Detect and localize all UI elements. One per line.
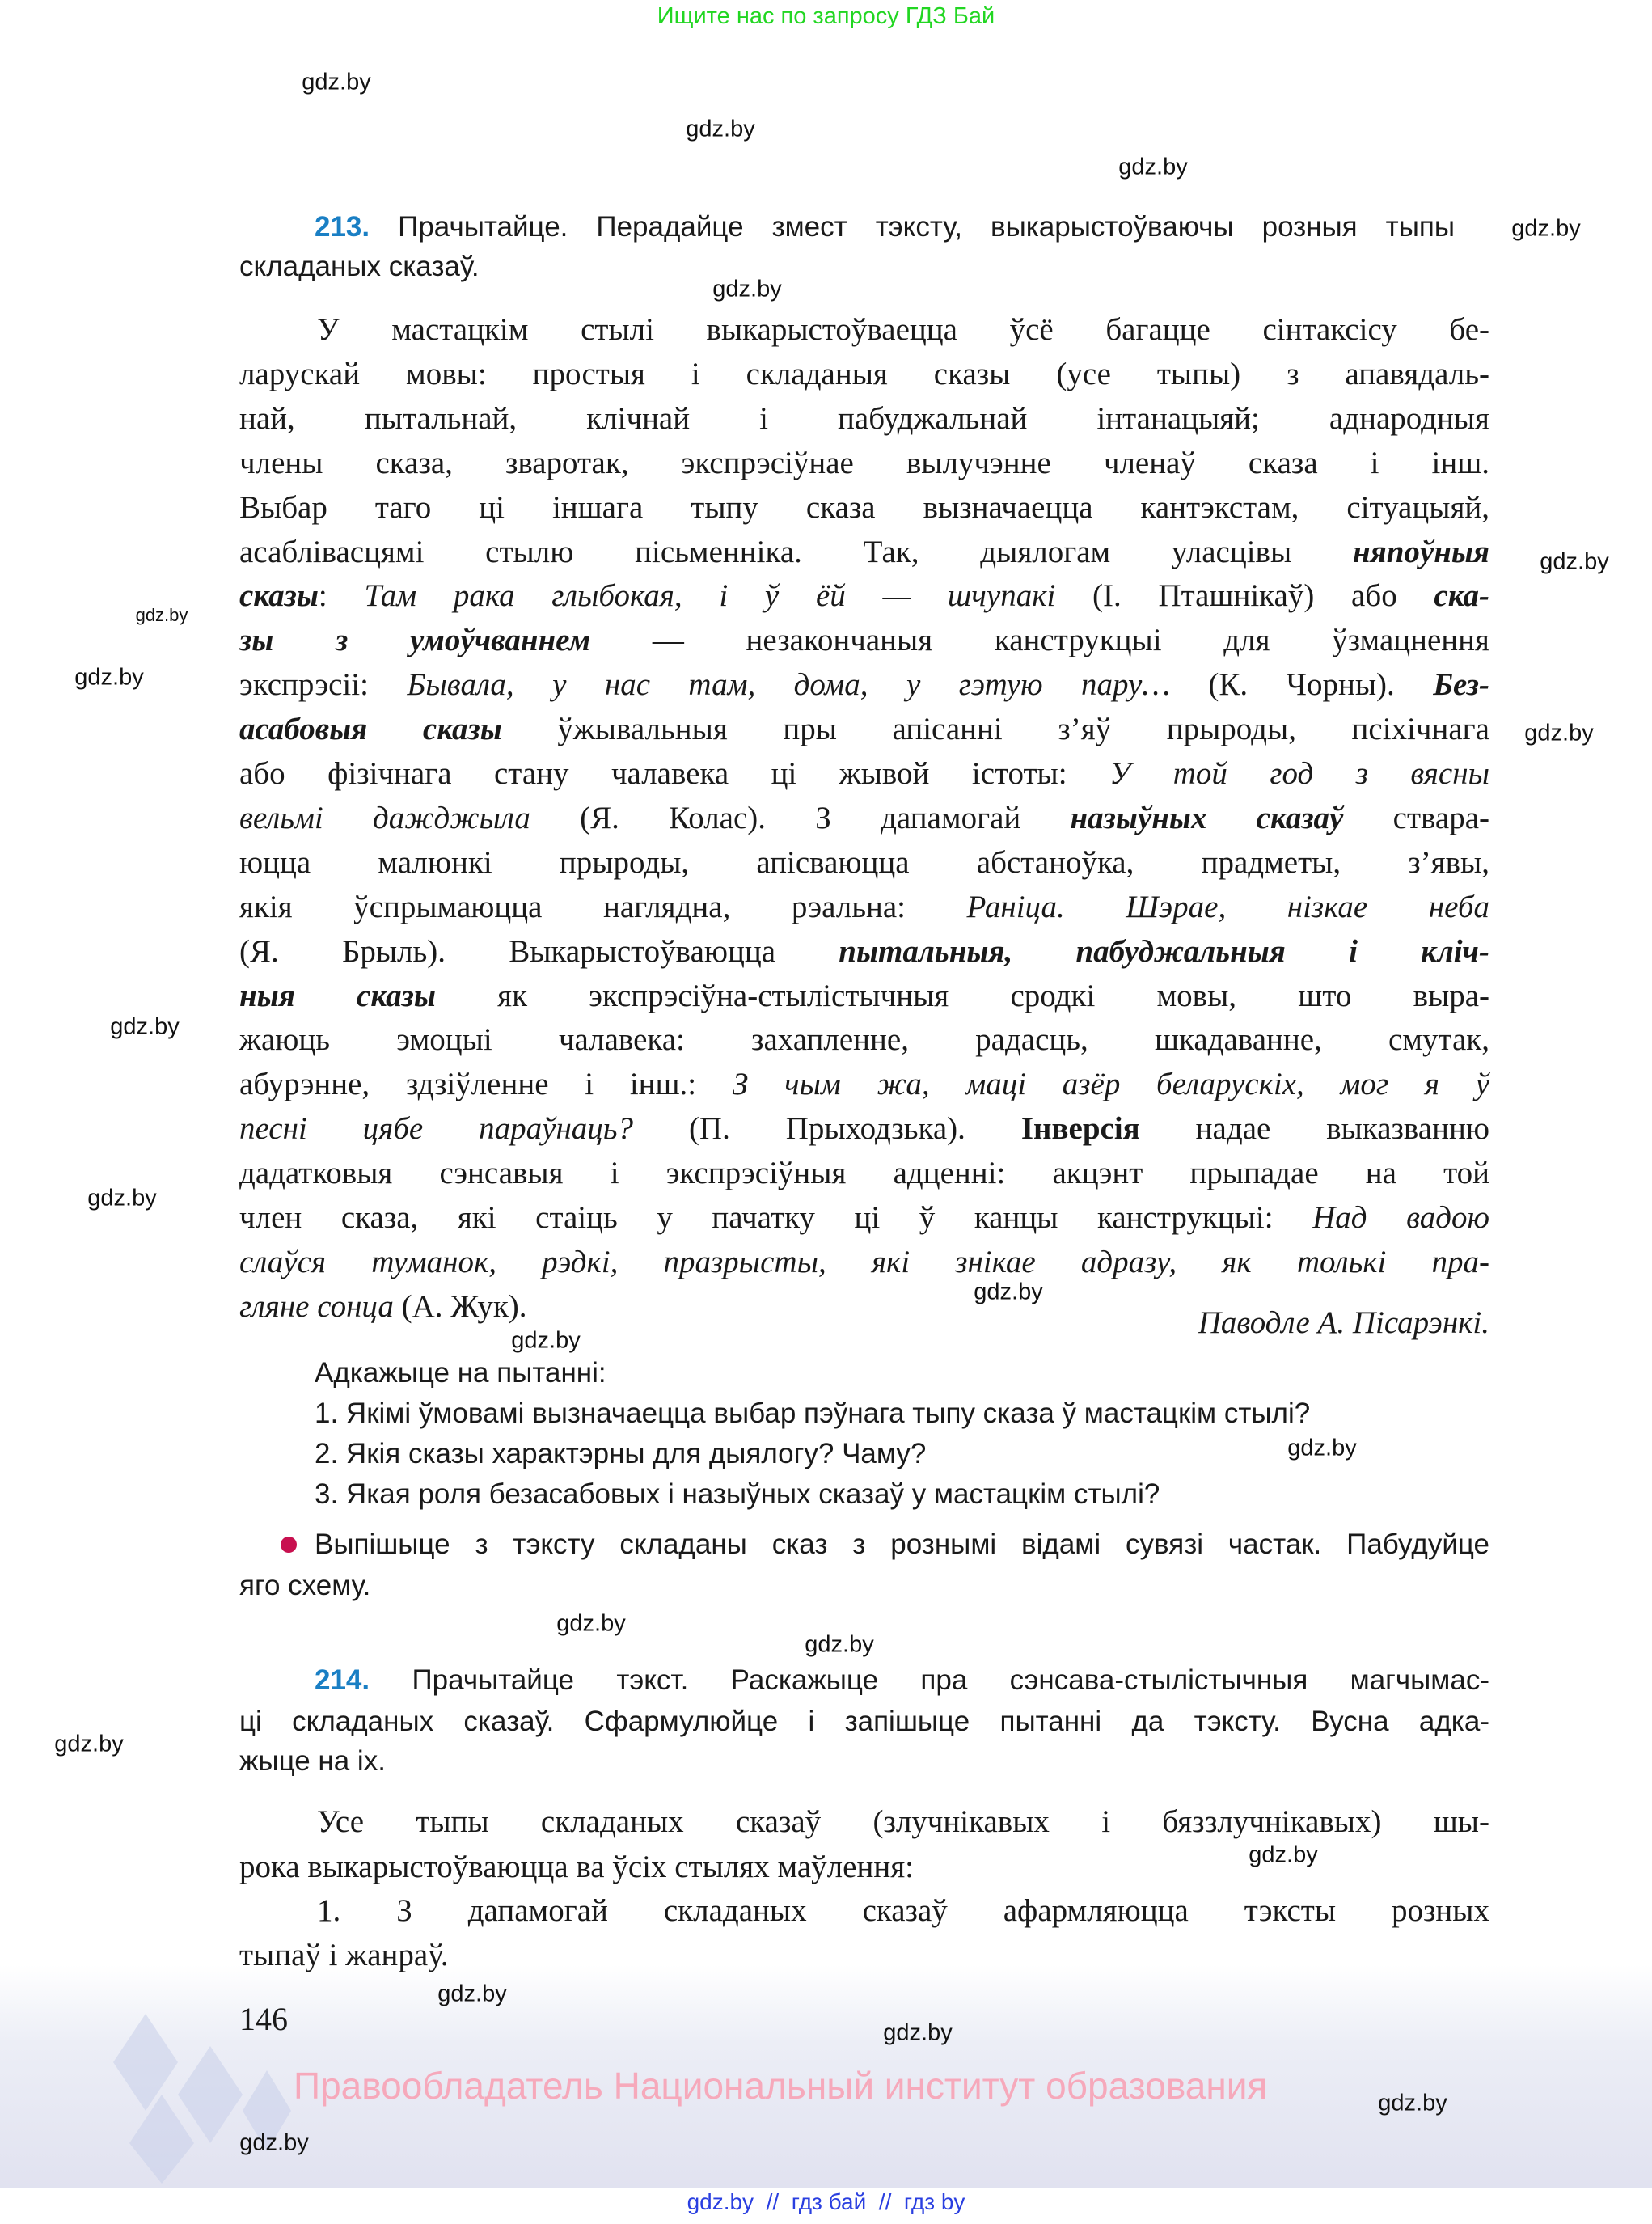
- text-run: якія ўспрымаюцца наглядна, рэальна:: [239, 890, 967, 924]
- text-run: абурэнне, здзіўленне і інш.:: [239, 1067, 733, 1101]
- attribution: Паводле А. Пісарэнкі.: [1198, 1305, 1489, 1340]
- search-hint: Ищите нас по запросу ГДЗ Бай: [657, 3, 995, 29]
- bullet-icon: [281, 1537, 297, 1553]
- task-text: Прачытайце. Перадайце змест тэксту, выкарыстоўваючы розныя тыпы: [398, 211, 1455, 243]
- text-run: члены сказа, зваротак, экспрэсіўнае вылучэнне членаў сказа і інш.: [239, 446, 1489, 480]
- text-run: рока выкарыстоўваюцца ва ўсіх стылях маўлення:: [239, 1850, 914, 1884]
- term: Інверсія: [1020, 1111, 1140, 1146]
- watermark: gdz.by: [712, 276, 782, 302]
- text-line: [239, 751, 1489, 796]
- text-line: [239, 1284, 527, 1329]
- watermark: gdz.by: [686, 116, 755, 142]
- exercise-213-task: [315, 207, 1455, 247]
- example-quote: Бывала, у нас там, дома, у гэтую пару…: [407, 667, 1170, 702]
- term: зы з умоўчваннем: [239, 623, 591, 657]
- watermark: gdz.by: [1118, 154, 1188, 180]
- rights-holder: Правообладатель Национальный институт образования: [294, 2065, 1268, 2107]
- watermark: gdz.by: [883, 2019, 953, 2046]
- watermark: gdz.by: [1287, 1435, 1357, 1461]
- text-run: або фізічнага стану чалавека ці жывой істоты:: [239, 756, 1110, 791]
- watermark: gdz.by: [974, 1279, 1043, 1305]
- example-quote: вельмі дажджыла: [239, 801, 530, 835]
- watermark: gdz.by: [54, 1731, 124, 1757]
- example-quote: Там рака глыбокая, і ў ёй — шчупакі: [364, 578, 1056, 613]
- questions-title: Адкажыце на пытанні:: [315, 1357, 606, 1389]
- text-line: [239, 396, 1489, 441]
- example-quote: слаўся туманок, рэдкі, празрысты, які знікае адразу, як толькі пра-: [239, 1245, 1489, 1279]
- example-quote: Над вадою: [1312, 1200, 1489, 1235]
- bullet-task: яго схему.: [239, 1570, 371, 1601]
- text-line: [239, 1017, 1489, 1062]
- text-line: [239, 1240, 1489, 1284]
- text-run: Выбар таго ці іншага тыпу сказа вызначаецца кантэкстам, сітуацыяй,: [239, 490, 1489, 525]
- watermark: gdz.by: [1511, 215, 1581, 242]
- term: сказы: [239, 578, 319, 613]
- task-text: складаных сказаў.: [239, 251, 480, 282]
- text-line: [239, 1845, 914, 1889]
- watermark: gdz.by: [1249, 1841, 1318, 1868]
- text-run: (К. Чорны).: [1170, 667, 1434, 702]
- text-line: [239, 796, 1489, 840]
- exercise-214-task: [315, 1660, 1489, 1701]
- text-run: У мастацкім стылі выкарыстоўваецца ўсё багацце сінтаксісу бе-: [317, 312, 1489, 347]
- example-quote: З чым жа, маці азёр беларускіх, мог я ў: [732, 1067, 1489, 1101]
- text-run: ларускай мовы: простыя і складаныя сказы (усе тыпы) з апавядаль-: [239, 357, 1489, 391]
- text-run: (П. Прыходзька).: [633, 1111, 1021, 1146]
- text-line: [239, 1799, 1489, 1844]
- text-run: надае выказванню: [1139, 1111, 1489, 1146]
- exercise-number: 214.: [315, 1664, 370, 1696]
- term: няпоўныя: [1352, 535, 1489, 569]
- text-line: [239, 1933, 449, 1977]
- task-text: Прачытайце тэкст. Раскажыце пра сэнсава-стылістычныя магчымас-: [412, 1664, 1489, 1696]
- text-run: як экспрэсіўна-стылістычныя сродкі мовы, што выра-: [435, 979, 1489, 1013]
- bullet-task: Выпішыце з тэксту складаны сказ з рознымі відамі сувязі частак. Пабудуйце: [315, 1528, 1489, 1560]
- text-run: Усе тыпы складаных сказаў (злучнікавых і бяззлучнікавых) шы-: [317, 1804, 1489, 1839]
- watermark: gdz.by: [1540, 548, 1609, 575]
- text-run: (І. Пташнікаў) або: [1055, 578, 1434, 613]
- task-text: жыце на іх.: [239, 1745, 386, 1777]
- text-line: [239, 1062, 1489, 1106]
- text-line: [239, 530, 1489, 574]
- text-line: [239, 929, 1489, 974]
- question-item: 3. Якая роля безасабовых і назыўных сказаў у мастацкім стылі?: [315, 1478, 1160, 1510]
- question-item: 2. Якія сказы характэрны для дыялогу? Чаму?: [315, 1438, 927, 1469]
- text-line: [239, 441, 1489, 485]
- text-line: [239, 618, 1489, 662]
- text-line: [239, 974, 1489, 1018]
- example-quote: У той год з вясны: [1109, 756, 1489, 791]
- term: Без-: [1433, 667, 1489, 702]
- text-line: [239, 662, 1489, 707]
- text-run: асаблівасцямі стылю пісьменніка. Так, дыялогам уласцівы: [239, 535, 1353, 569]
- text-line: [239, 1106, 1489, 1151]
- watermark: gdz.by: [1378, 2090, 1447, 2116]
- term: пытальныя, пабуджальныя і кліч-: [839, 934, 1489, 969]
- watermark: gdz.by: [135, 605, 188, 625]
- footer-links[interactable]: gdz.by // гдз бай // гдз by: [687, 2189, 965, 2214]
- watermark: gdz.by: [74, 664, 144, 691]
- text-run: экспрэсіі:: [239, 667, 408, 702]
- watermark: gdz.by: [805, 1631, 874, 1658]
- text-line: [239, 707, 1489, 751]
- text-line: [239, 1151, 1489, 1195]
- text-run: (А. Жук).: [393, 1289, 527, 1324]
- text-run: — незакончаныя канструкцыі для ўзмацнення: [590, 623, 1489, 657]
- text-run: (Я. Колас). З дапамогай: [530, 801, 1071, 835]
- text-line: [239, 840, 1489, 885]
- watermark: gdz.by: [110, 1013, 180, 1040]
- text-line: [239, 307, 1489, 352]
- question-item: 1. Якімі ўмовамі вызначаецца выбар пэўнага тыпу сказа ў мастацкім стылі?: [315, 1397, 1311, 1429]
- exercise-number: 213.: [315, 211, 370, 243]
- text-run: дадатковыя сэнсавыя і экспрэсіўныя адценні: акцэнт прыпадае на той: [239, 1156, 1489, 1190]
- watermark: gdz.by: [1524, 720, 1594, 746]
- term: назыўных сказаў: [1070, 801, 1344, 835]
- text-run: (Я. Брыль). Выкарыстоўваюцца: [239, 934, 839, 969]
- text-run: юцца малюнкі прыроды, апісваюцца абстаноўка, прадметы, з’явы,: [239, 845, 1489, 880]
- example-quote: гляне сонца: [239, 1289, 394, 1324]
- term: асабовыя сказы: [239, 712, 502, 746]
- text-run: 1. З дапамогай складаных сказаў афармляюцца тэксты розных: [317, 1893, 1489, 1928]
- watermark: gdz.by: [87, 1185, 157, 1211]
- text-run: член сказа, які стаіць у пачатку ці ў канцы канструкцыі:: [239, 1200, 1313, 1235]
- text-run: ўжывальныя пры апісанні з’яў прыроды, псіхічнага: [501, 712, 1489, 746]
- text-run: ствара-: [1343, 801, 1489, 835]
- text-line: [239, 1888, 1489, 1933]
- text-run: най, пытальнай, клічнай і пабуджальнай інтанацыяй; аднародныя: [239, 401, 1489, 436]
- watermark: gdz.by: [437, 1981, 507, 2007]
- text-line: [239, 573, 1489, 618]
- example-quote: Раніца. Шэрае, нізкае неба: [966, 890, 1489, 924]
- term: ныя сказы: [239, 979, 436, 1013]
- term: ска-: [1434, 578, 1489, 613]
- text-line: [239, 485, 1489, 530]
- text-run: :: [318, 578, 365, 613]
- text-run: жаюць эмоцыі чалавека: захапленне, радасць, шкадаванне, смутак,: [239, 1022, 1489, 1057]
- text-line: [239, 352, 1489, 396]
- task-text: ці складаных сказаў. Сфармулюйце і запішыце пытанні да тэксту. Вусна адка-: [239, 1706, 1489, 1737]
- text-line: [239, 1195, 1489, 1240]
- watermark: gdz.by: [556, 1610, 626, 1637]
- example-quote: песні цябе параўнаць?: [239, 1111, 634, 1146]
- watermark: gdz.by: [239, 2129, 309, 2156]
- watermark: gdz.by: [302, 69, 371, 95]
- watermark: gdz.by: [511, 1327, 581, 1354]
- text-run: тыпаў і жанраў.: [239, 1938, 449, 1972]
- page-number: 146: [239, 2001, 288, 2037]
- text-line: [239, 885, 1489, 929]
